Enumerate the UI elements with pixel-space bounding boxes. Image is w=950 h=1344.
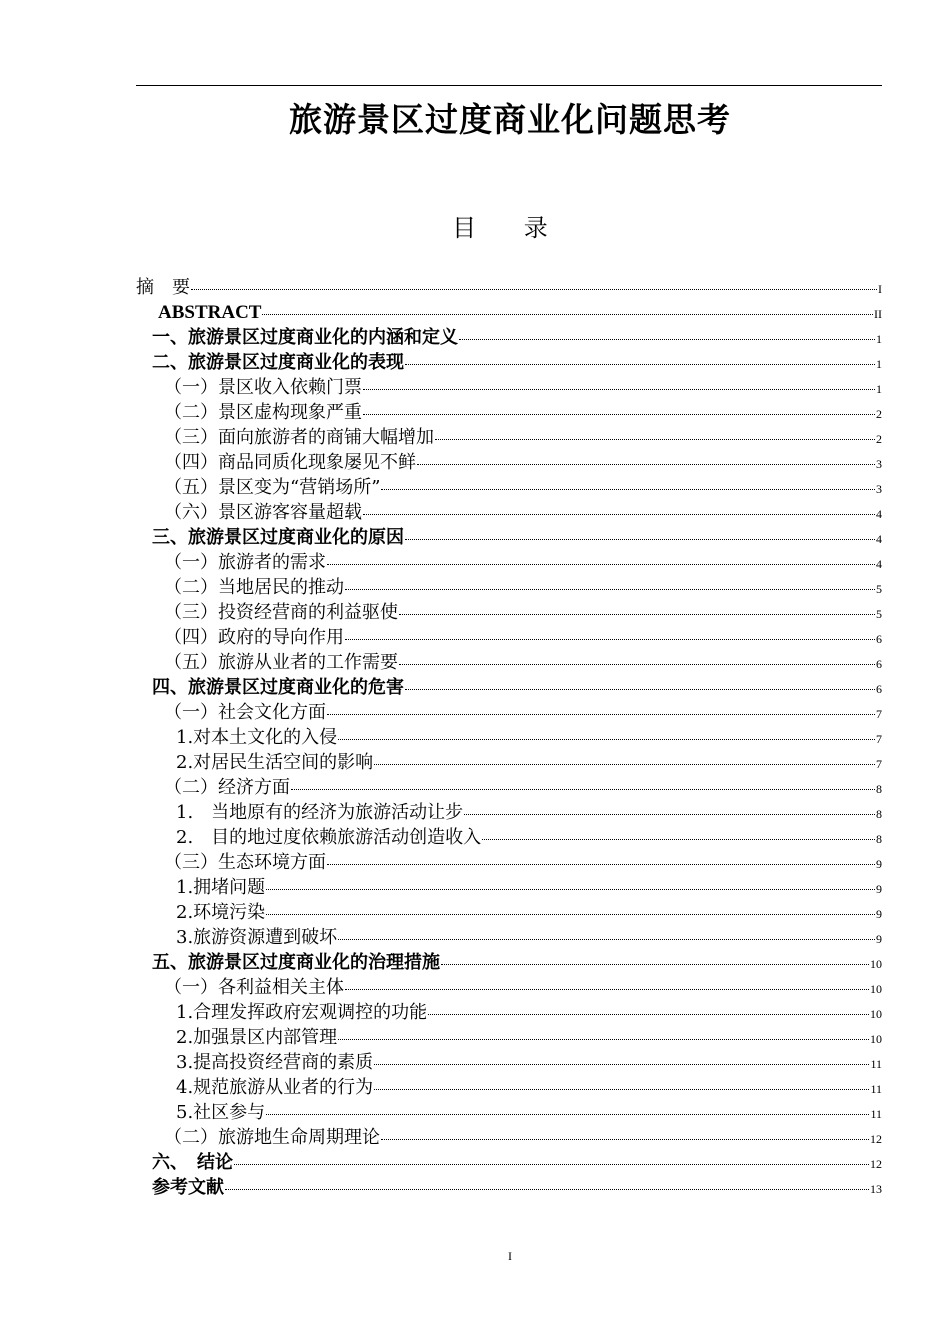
toc-entry-title: （五）旅游从业者的工作需要: [164, 652, 398, 673]
toc-entry-page: 1: [876, 382, 882, 396]
toc-entry-title: （一）社会文化方面: [164, 702, 326, 723]
toc-entry-page: 13: [870, 1182, 882, 1196]
toc-leader-dots: [405, 539, 875, 540]
toc-leader-dots: [363, 414, 875, 415]
toc-entry-page: 12: [870, 1157, 882, 1171]
toc-entry-title: 二、旅游景区过度商业化的表现: [152, 352, 404, 373]
toc-leader-dots: [482, 839, 875, 840]
toc-entry-title: 参考文献: [152, 1177, 224, 1198]
toc-entry[interactable]: [164, 1125, 882, 1150]
toc-entry-title: 六、 结论: [152, 1152, 233, 1173]
toc-entry-title: （二）旅游地生命周期理论: [164, 1127, 380, 1148]
toc-entry-page: 9: [876, 857, 882, 871]
toc-entry[interactable]: [164, 400, 882, 425]
toc-entry[interactable]: [164, 700, 882, 725]
toc-leader-dots: [381, 1139, 869, 1140]
header-rule: [136, 85, 882, 86]
toc-entry[interactable]: [176, 875, 882, 900]
toc-entry-page: 11: [870, 1082, 882, 1096]
toc-entry[interactable]: [176, 1025, 882, 1050]
toc-leader-dots: [441, 964, 869, 965]
toc-entry[interactable]: [152, 525, 882, 550]
toc-entry-title: 一、旅游景区过度商业化的内涵和定义: [152, 327, 458, 348]
toc-entry[interactable]: [152, 325, 882, 350]
toc-leader-dots: [435, 439, 875, 440]
toc-entry-title: 3.旅游资源遭到破坏: [176, 927, 338, 948]
toc-entry[interactable]: [164, 425, 882, 450]
toc-entry-page: 12: [870, 1132, 882, 1146]
toc-leader-dots: [266, 889, 875, 890]
toc-entry-title: 1.拥堵问题: [176, 877, 266, 898]
toc-leader-dots: [345, 589, 875, 590]
toc-leader-dots: [405, 364, 875, 365]
toc-leader-dots: [417, 464, 875, 465]
toc-entry-page: 5: [876, 582, 882, 596]
toc-entry-page: 6: [876, 632, 882, 646]
toc-entry-title: 三、旅游景区过度商业化的原因: [152, 527, 404, 548]
toc-entry-page: 10: [870, 1032, 882, 1046]
toc-entry-title: （二）当地居民的推动: [164, 577, 344, 598]
toc-entry[interactable]: [176, 750, 882, 775]
toc-entry-title: ABSTRACT: [158, 302, 262, 323]
toc-entry-page: 11: [870, 1107, 882, 1121]
toc-entry-title: 1. 当地原有的经济为旅游活动让步: [176, 802, 464, 823]
toc-entry[interactable]: [164, 500, 882, 525]
toc-leader-dots: [363, 514, 875, 515]
toc-entry-page: 9: [876, 882, 882, 896]
toc-entry[interactable]: [176, 1075, 882, 1100]
toc-entry[interactable]: [164, 600, 882, 625]
toc-entry-page: 7: [876, 757, 882, 771]
toc-entry-page: 10: [870, 957, 882, 971]
toc-entry-page: 6: [876, 682, 882, 696]
toc-leader-dots: [345, 989, 869, 990]
toc-entry-page: 9: [876, 907, 882, 921]
toc-entry-page: I: [878, 282, 882, 296]
toc-entry[interactable]: [176, 800, 882, 825]
toc-leader-dots: [374, 764, 875, 765]
toc-entry-title: 四、旅游景区过度商业化的危害: [152, 677, 404, 698]
toc-entry-page: II: [874, 307, 882, 321]
toc-leader-dots: [338, 739, 875, 740]
toc-entry-page: 4: [876, 532, 882, 546]
toc-entry-title: （六）景区游客容量超载: [164, 502, 362, 523]
toc-entry-page: 2: [876, 432, 882, 446]
toc-entry[interactable]: [164, 550, 882, 575]
toc-leader-dots: [234, 1164, 869, 1165]
toc-entry[interactable]: [152, 350, 882, 375]
toc-entry-title: 2.环境污染: [176, 902, 266, 923]
toc-entry-title: 摘 要: [136, 277, 190, 298]
toc-leader-dots: [399, 614, 875, 615]
toc-entry-title: （四）政府的导向作用: [164, 627, 344, 648]
toc-entry[interactable]: [136, 275, 882, 300]
toc-leader-dots: [327, 864, 875, 865]
toc-entry-page: 8: [876, 832, 882, 846]
toc-entry[interactable]: [152, 1175, 882, 1200]
toc-leader-dots: [363, 389, 875, 390]
toc-leader-dots: [266, 914, 875, 915]
toc-entry[interactable]: [176, 925, 882, 950]
toc-leader-dots: [225, 1189, 869, 1190]
toc-entry-title: 五、旅游景区过度商业化的治理措施: [152, 952, 440, 973]
toc-entry[interactable]: [164, 575, 882, 600]
toc-leader-dots: [262, 314, 873, 315]
toc-leader-dots: [291, 789, 875, 790]
toc-entry[interactable]: [164, 850, 882, 875]
toc-entry[interactable]: [176, 1050, 882, 1075]
toc-entry-title: 2. 目的地过度依赖旅游活动创造收入: [176, 827, 482, 848]
toc-entry-title: （二）经济方面: [164, 777, 290, 798]
document-title: 旅游景区过度商业化问题思考: [289, 100, 731, 139]
toc-entry[interactable]: [152, 950, 882, 975]
toc-entry[interactable]: [176, 900, 882, 925]
toc-entry[interactable]: [164, 625, 882, 650]
toc-entry-title: 1.合理发挥政府宏观调控的功能: [176, 1002, 428, 1023]
toc-entry-title: （一）景区收入依赖门票: [164, 377, 362, 398]
toc-entry-page: 4: [876, 507, 882, 521]
toc-leader-dots: [464, 814, 875, 815]
toc-heading: 目 录: [452, 214, 568, 242]
toc-leader-dots: [266, 1114, 869, 1115]
toc-entry-title: （二）景区虚构现象严重: [164, 402, 362, 423]
toc-entry-page: 6: [876, 657, 882, 671]
toc-leader-dots: [374, 1064, 869, 1065]
toc-entry-title: 2.加强景区内部管理: [176, 1027, 338, 1048]
toc-entry-page: 1: [876, 357, 882, 371]
toc-leader-dots: [374, 1089, 869, 1090]
toc-leader-dots: [327, 714, 875, 715]
toc-entry[interactable]: [176, 1100, 882, 1125]
toc-entry[interactable]: [164, 475, 882, 500]
toc-leader-dots: [327, 564, 875, 565]
toc-entry[interactable]: [164, 375, 882, 400]
toc-entry-page: 3: [876, 457, 882, 471]
toc-entry[interactable]: [176, 725, 882, 750]
toc-entry[interactable]: [152, 675, 882, 700]
toc-entry-page: 8: [876, 782, 882, 796]
toc-entry-page: 7: [876, 732, 882, 746]
toc-entry-title: （一）各利益相关主体: [164, 977, 344, 998]
toc-entry[interactable]: [176, 825, 882, 850]
toc-entry[interactable]: [152, 1150, 882, 1175]
toc-leader-dots: [345, 639, 875, 640]
toc-entry-title: 5.社区参与: [176, 1102, 266, 1123]
toc-leader-dots: [428, 1014, 869, 1015]
toc-entry-title: 4.规范旅游从业者的行为: [176, 1077, 374, 1098]
toc-entry-page: 4: [876, 557, 882, 571]
toc-entry-title: 2.对居民生活空间的影响: [176, 752, 374, 773]
toc-entry-title: （四）商品同质化现象屡见不鲜: [164, 452, 416, 473]
toc-entry[interactable]: [164, 450, 882, 475]
toc-entry[interactable]: [176, 1000, 882, 1025]
toc-entry-title: 3.提高投资经营商的素质: [176, 1052, 374, 1073]
toc-entry-page: 10: [870, 982, 882, 996]
toc-entry-page: 3: [876, 482, 882, 496]
toc-entry-title: （三）投资经营商的利益驱使: [164, 602, 398, 623]
toc-entry-page: 5: [876, 607, 882, 621]
toc-entry[interactable]: [164, 775, 882, 800]
toc-entry-title: （三）生态环境方面: [164, 852, 326, 873]
page-number: I: [508, 1249, 512, 1263]
toc-leader-dots: [338, 939, 875, 940]
toc-entry-page: 8: [876, 807, 882, 821]
toc-entry-page: 1: [876, 332, 882, 346]
toc-leader-dots: [459, 339, 875, 340]
toc-entry-page: 10: [870, 1007, 882, 1021]
toc-entry-title: （三）面向旅游者的商铺大幅增加: [164, 427, 434, 448]
toc-leader-dots: [338, 1039, 869, 1040]
toc-leader-dots: [399, 664, 875, 665]
toc-leader-dots: [381, 489, 875, 490]
toc-entry[interactable]: [164, 650, 882, 675]
toc-entry-title: （五）景区变为“营销场所”: [164, 477, 381, 498]
toc-leader-dots: [191, 289, 877, 290]
toc-leader-dots: [405, 689, 875, 690]
toc-entry-page: 2: [876, 407, 882, 421]
toc-entry-page: 9: [876, 932, 882, 946]
toc-entry[interactable]: [158, 300, 882, 325]
toc-entry-title: 1.对本土文化的入侵: [176, 727, 338, 748]
toc-entry-page: 7: [876, 707, 882, 721]
toc-entry-page: 11: [870, 1057, 882, 1071]
toc-entry-title: （一）旅游者的需求: [164, 552, 326, 573]
toc-entry[interactable]: [164, 975, 882, 1000]
